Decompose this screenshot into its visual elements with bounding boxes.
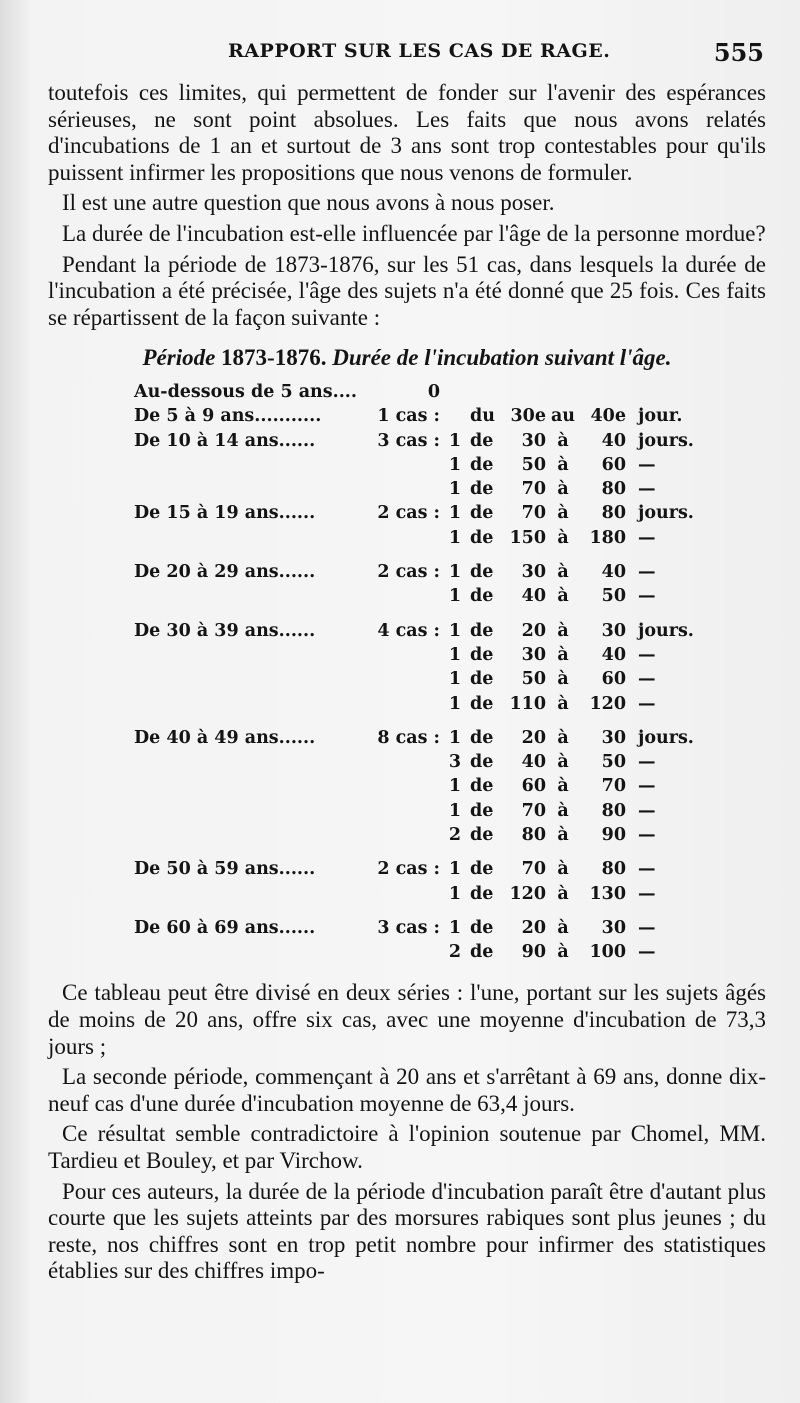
table-count-cell: 2: [448, 942, 462, 963]
table-title-years: 1873-1876.: [221, 345, 327, 371]
table-unit-cell: —: [638, 454, 656, 475]
table-to-word-cell: à: [557, 859, 569, 880]
table-to-word-cell: au: [550, 406, 576, 427]
table-to-word-cell: à: [557, 800, 569, 821]
table-age-cell: De 50 à 59 ans......: [134, 859, 316, 880]
table-to-cell: [580, 380, 630, 404]
table-count-cell: 2: [448, 824, 462, 845]
table-prep-cell: de: [470, 669, 494, 690]
table-cases-cell: [368, 667, 444, 691]
table-row: [134, 882, 698, 906]
table-cases-cell: [368, 774, 444, 798]
table-to-cell: 130: [589, 883, 626, 904]
table-unit-cell: —: [638, 644, 656, 665]
table-prep-cell: de: [470, 752, 494, 773]
table-count-cell: [444, 380, 470, 404]
table-to-cell: 100: [589, 942, 626, 963]
table-cases-cell: 1 cas :: [377, 406, 440, 427]
paragraph: La durée de l'incubation est-elle influencée par l'âge de la personne mordue?: [62, 220, 766, 246]
table-unit-cell: —: [638, 669, 656, 690]
table-count-cell: 1: [448, 859, 462, 880]
table-spacer: [134, 609, 698, 619]
table-count-cell: 1: [448, 669, 462, 690]
table-from-cell: 90: [521, 942, 546, 963]
table-row: [134, 799, 698, 823]
table-from-cell: 40: [521, 752, 546, 773]
table-prep-cell: de: [470, 620, 494, 641]
table-row: [134, 560, 698, 584]
table-prep-cell: du: [470, 406, 495, 427]
table-row: [134, 477, 698, 501]
table-to-word-cell: à: [557, 644, 569, 665]
table-from-cell: [504, 380, 550, 404]
table-from-cell: 30: [521, 562, 546, 583]
table-cases-cell: [368, 882, 444, 906]
table-prep-cell: de: [470, 942, 494, 963]
table-cases-cell: [368, 799, 444, 823]
table-from-cell: 20: [521, 727, 546, 748]
table-cases-cell: [368, 940, 444, 964]
table-from-cell: 50: [521, 669, 546, 690]
table-count-cell: 1: [448, 727, 462, 748]
table-age-cell: [134, 584, 368, 608]
body-text: [48, 80, 766, 1285]
table-to-cell: 40: [601, 644, 626, 665]
table-to-word-cell: à: [557, 917, 569, 938]
table-row: [134, 692, 698, 716]
table-unit-cell: —: [638, 859, 656, 880]
table-prep-cell: de: [470, 824, 494, 845]
table-unit-cell: —: [638, 942, 656, 963]
table-spacer: [134, 906, 698, 916]
table-count-cell: 1: [448, 503, 462, 524]
table-count-cell: [444, 404, 470, 428]
table-age-cell: [134, 667, 368, 691]
table-to-cell: 80: [601, 800, 626, 821]
paragraph: Ce tableau peut être divisé en deux séries : l'une, portant sur les sujets âgés de moins de 20 ans, offre six cas, avec une moyenne d'incubation de 73,3 jours ;: [48, 980, 766, 1059]
table-to-word-cell: à: [557, 883, 569, 904]
table-cases-cell: 3 cas :: [377, 917, 440, 938]
table-count-cell: 1: [448, 776, 462, 797]
table-row: [134, 750, 698, 774]
table-unit-cell: jours.: [638, 620, 694, 641]
table-to-word-cell: à: [557, 454, 569, 475]
table-unit-cell: —: [638, 752, 656, 773]
paragraph: La seconde période, commençant à 20 ans et s'arrêtant à 69 ans, donne dix-neuf cas d'une durée d'incubation moyenne de 63,4 jours.: [48, 1064, 766, 1116]
table-cases-cell: [368, 823, 444, 847]
table-to-cell: 40: [601, 562, 626, 583]
table-from-cell: 20: [521, 620, 546, 641]
table-prep-cell: de: [470, 859, 494, 880]
table-unit-cell: —: [638, 776, 656, 797]
table-prep-cell: [470, 380, 504, 404]
table-to-word-cell: à: [557, 430, 569, 451]
table-unit-cell: jours.: [638, 430, 694, 451]
table-age-cell: [134, 799, 368, 823]
table-prep-cell: de: [470, 917, 494, 938]
paragraph: Ce résultat semble contradictoire à l'opinion soutenue par Chomel, MM. Tardieu et Bouley, et par Virchow.: [48, 1121, 766, 1174]
table-row: [134, 584, 698, 608]
table-age-cell: De 15 à 19 ans......: [134, 503, 316, 524]
table-age-cell: Au-dessous de 5 ans....: [134, 381, 357, 402]
table-prep-cell: de: [470, 527, 494, 548]
table-to-word-cell: [550, 380, 580, 404]
table-to-cell: 80: [601, 479, 626, 500]
table-age-cell: De 10 à 14 ans......: [134, 430, 316, 451]
table-count-cell: 3: [448, 752, 462, 773]
table-count-cell: 1: [448, 917, 462, 938]
table-age-cell: [134, 774, 368, 798]
table-cases-cell: 8 cas :: [377, 727, 440, 748]
table-spacer: [134, 716, 698, 726]
table-prep-cell: de: [470, 503, 494, 524]
table-count-cell: 1: [448, 883, 462, 904]
page-number: 555: [713, 38, 764, 67]
table-row: [134, 453, 698, 477]
table-unit-cell: —: [638, 586, 656, 607]
running-head: RAPPORT SUR LES CAS DE RAGE.: [228, 40, 611, 62]
table-prep-cell: de: [470, 586, 494, 607]
paragraph: Pendant la période de 1873-1876, sur les 51 cas, dans lesquels la durée de l'incubation a été précisée, l'âge des sujets n'a été donné que 25 fois. Ces faits se répartissent de la façon suivante :: [48, 251, 766, 330]
table-from-cell: 80: [521, 824, 546, 845]
table-count-cell: 1: [448, 479, 462, 500]
table-cases-cell: [368, 643, 444, 667]
table-to-cell: 90: [601, 824, 626, 845]
table-row: [134, 940, 698, 964]
table-age-cell: [134, 643, 368, 667]
table-to-word-cell: à: [557, 752, 569, 773]
table-to-word-cell: à: [557, 727, 569, 748]
table-to-word-cell: à: [557, 620, 569, 641]
table-unit-cell: jour.: [638, 406, 683, 427]
table-unit-cell: —: [638, 527, 656, 548]
table-cases-cell: 2 cas :: [377, 859, 440, 880]
table-to-word-cell: à: [557, 527, 569, 548]
table-cases-cell: 4 cas :: [377, 620, 440, 641]
table-prep-cell: de: [470, 800, 494, 821]
table-prep-cell: de: [470, 479, 494, 500]
table-spacer: [134, 550, 698, 560]
table-age-cell: De 20 à 29 ans......: [134, 562, 316, 583]
table-from-cell: 50: [521, 454, 546, 475]
table-row: [134, 916, 698, 940]
table-age-cell: [134, 940, 368, 964]
table-unit-cell: —: [638, 824, 656, 845]
table-to-cell: 30: [601, 727, 626, 748]
table-unit-cell: —: [638, 562, 656, 583]
table-to-cell: 40e: [590, 406, 626, 427]
table-title-prefix: Période: [142, 345, 222, 371]
table-unit-cell: jours.: [638, 727, 694, 748]
table-from-cell: 20: [521, 917, 546, 938]
table-unit-cell: —: [638, 883, 656, 904]
table-to-word-cell: à: [557, 562, 569, 583]
table-row: [134, 643, 698, 667]
table-age-cell: De 60 à 69 ans......: [134, 917, 316, 938]
table-row: [134, 823, 698, 847]
table-age-cell: De 5 à 9 ans...........: [134, 406, 322, 427]
table-to-word-cell: à: [557, 776, 569, 797]
table-age-cell: [134, 477, 368, 501]
table-to-word-cell: à: [557, 479, 569, 500]
table-age-cell: [134, 526, 368, 550]
table-age-cell: [134, 823, 368, 847]
table-to-word-cell: à: [557, 824, 569, 845]
table-age-cell: [134, 453, 368, 477]
table-to-cell: 50: [601, 752, 626, 773]
table-from-cell: 30e: [510, 406, 546, 427]
table-count-cell: 1: [448, 800, 462, 821]
table-to-cell: 40: [601, 430, 626, 451]
table-from-cell: 40: [521, 586, 546, 607]
table-prep-cell: de: [470, 644, 494, 665]
table-to-cell: 120: [589, 693, 626, 714]
table-to-cell: 180: [589, 527, 626, 548]
table-to-word-cell: à: [557, 693, 569, 714]
table-prep-cell: de: [470, 727, 494, 748]
table-prep-cell: de: [470, 562, 494, 583]
table-to-word-cell: à: [557, 503, 569, 524]
table-cases-cell: [368, 526, 444, 550]
table-to-cell: 60: [601, 669, 626, 690]
table-row: [134, 774, 698, 798]
table-age-cell: [134, 882, 368, 906]
table-to-cell: 80: [601, 503, 626, 524]
paragraph: Pour ces auteurs, la durée de la période d'incubation paraît être d'autant plus courte que les sujets atteints par des morsures rabiques sont plus jeunes ; du reste, nos chiffres sont en trop petit nombre pour infirmer des statistiques établies sur des chiffres impo-: [48, 1178, 766, 1284]
table-count-cell: 1: [448, 693, 462, 714]
table-row: [134, 429, 698, 453]
table-unit-cell: —: [638, 917, 656, 938]
table-unit-cell: —: [638, 479, 656, 500]
paragraph: toutefois ces limites, qui permettent de fonder sur l'avenir des espérances sérieuses, ne sont point absolues. Les faits que nous avons relatés d'incubations de 1 an et surtout de 3 ans sont trop contestables pour qu'ils puissent infirmer les propositions que nous venons de formuler.: [48, 80, 766, 185]
table-count-cell: 1: [448, 430, 462, 451]
table-age-cell: De 30 à 39 ans......: [134, 620, 316, 641]
table-prep-cell: de: [470, 454, 494, 475]
table-from-cell: 70: [521, 503, 546, 524]
table-title-rest: Durée de l'incubation suivant l'âge.: [326, 345, 672, 371]
table-to-cell: 60: [601, 454, 626, 475]
table-cases-cell: 2 cas :: [377, 503, 440, 524]
table-count-cell: 1: [448, 562, 462, 583]
table-age-cell: [134, 692, 368, 716]
table-row: [134, 619, 698, 643]
table-prep-cell: de: [470, 693, 494, 714]
paragraph: Il est une autre question que nous avons à nous poser.: [62, 190, 555, 216]
table-cases-cell: 0: [427, 381, 440, 402]
table-from-cell: 110: [509, 693, 546, 714]
table-to-cell: 30: [601, 620, 626, 641]
table-from-cell: 70: [521, 859, 546, 880]
table-prep-cell: de: [470, 883, 494, 904]
table-prep-cell: de: [470, 430, 494, 451]
table-unit-cell: —: [638, 800, 656, 821]
table-to-word-cell: à: [557, 586, 569, 607]
table-cases-cell: [368, 477, 444, 501]
table-cases-cell: 2 cas :: [377, 562, 440, 583]
table-cases-cell: [368, 453, 444, 477]
table-count-cell: 1: [448, 454, 462, 475]
table-from-cell: 70: [521, 479, 546, 500]
table-row: [134, 857, 698, 881]
table-age-cell: De 40 à 49 ans......: [134, 727, 316, 748]
page-header: [48, 40, 764, 74]
table-title: [48, 345, 766, 372]
table-cases-cell: [368, 750, 444, 774]
table-to-cell: 80: [601, 859, 626, 880]
table-unit-cell: —: [638, 693, 656, 714]
table-from-cell: 150: [509, 527, 546, 548]
table-row: [134, 404, 698, 428]
table-row: [134, 726, 698, 750]
table-unit-cell: [630, 380, 698, 404]
table-from-cell: 120: [509, 883, 546, 904]
incubation-table: [134, 380, 698, 965]
table-row: [134, 667, 698, 691]
table-from-cell: 30: [521, 644, 546, 665]
table-cases-cell: 3 cas :: [377, 430, 440, 451]
table-row: [134, 526, 698, 550]
table-count-cell: 1: [448, 644, 462, 665]
table-from-cell: 60: [521, 776, 546, 797]
table-cases-cell: [368, 584, 444, 608]
table-row: [134, 501, 698, 525]
table-prep-cell: de: [470, 776, 494, 797]
table-from-cell: 70: [521, 800, 546, 821]
table-count-cell: 1: [448, 586, 462, 607]
table-count-cell: 1: [448, 620, 462, 641]
table-spacer: [134, 847, 698, 857]
table-row: [134, 380, 698, 404]
table-to-word-cell: à: [557, 669, 569, 690]
table-to-word-cell: à: [557, 942, 569, 963]
table-age-cell: [134, 750, 368, 774]
table-to-cell: 30: [601, 917, 626, 938]
table-unit-cell: jours.: [638, 503, 694, 524]
table-cases-cell: [368, 692, 444, 716]
table-to-cell: 70: [601, 776, 626, 797]
table-count-cell: 1: [448, 527, 462, 548]
table-body: [134, 380, 698, 965]
table-from-cell: 30: [521, 430, 546, 451]
table-to-cell: 50: [601, 586, 626, 607]
